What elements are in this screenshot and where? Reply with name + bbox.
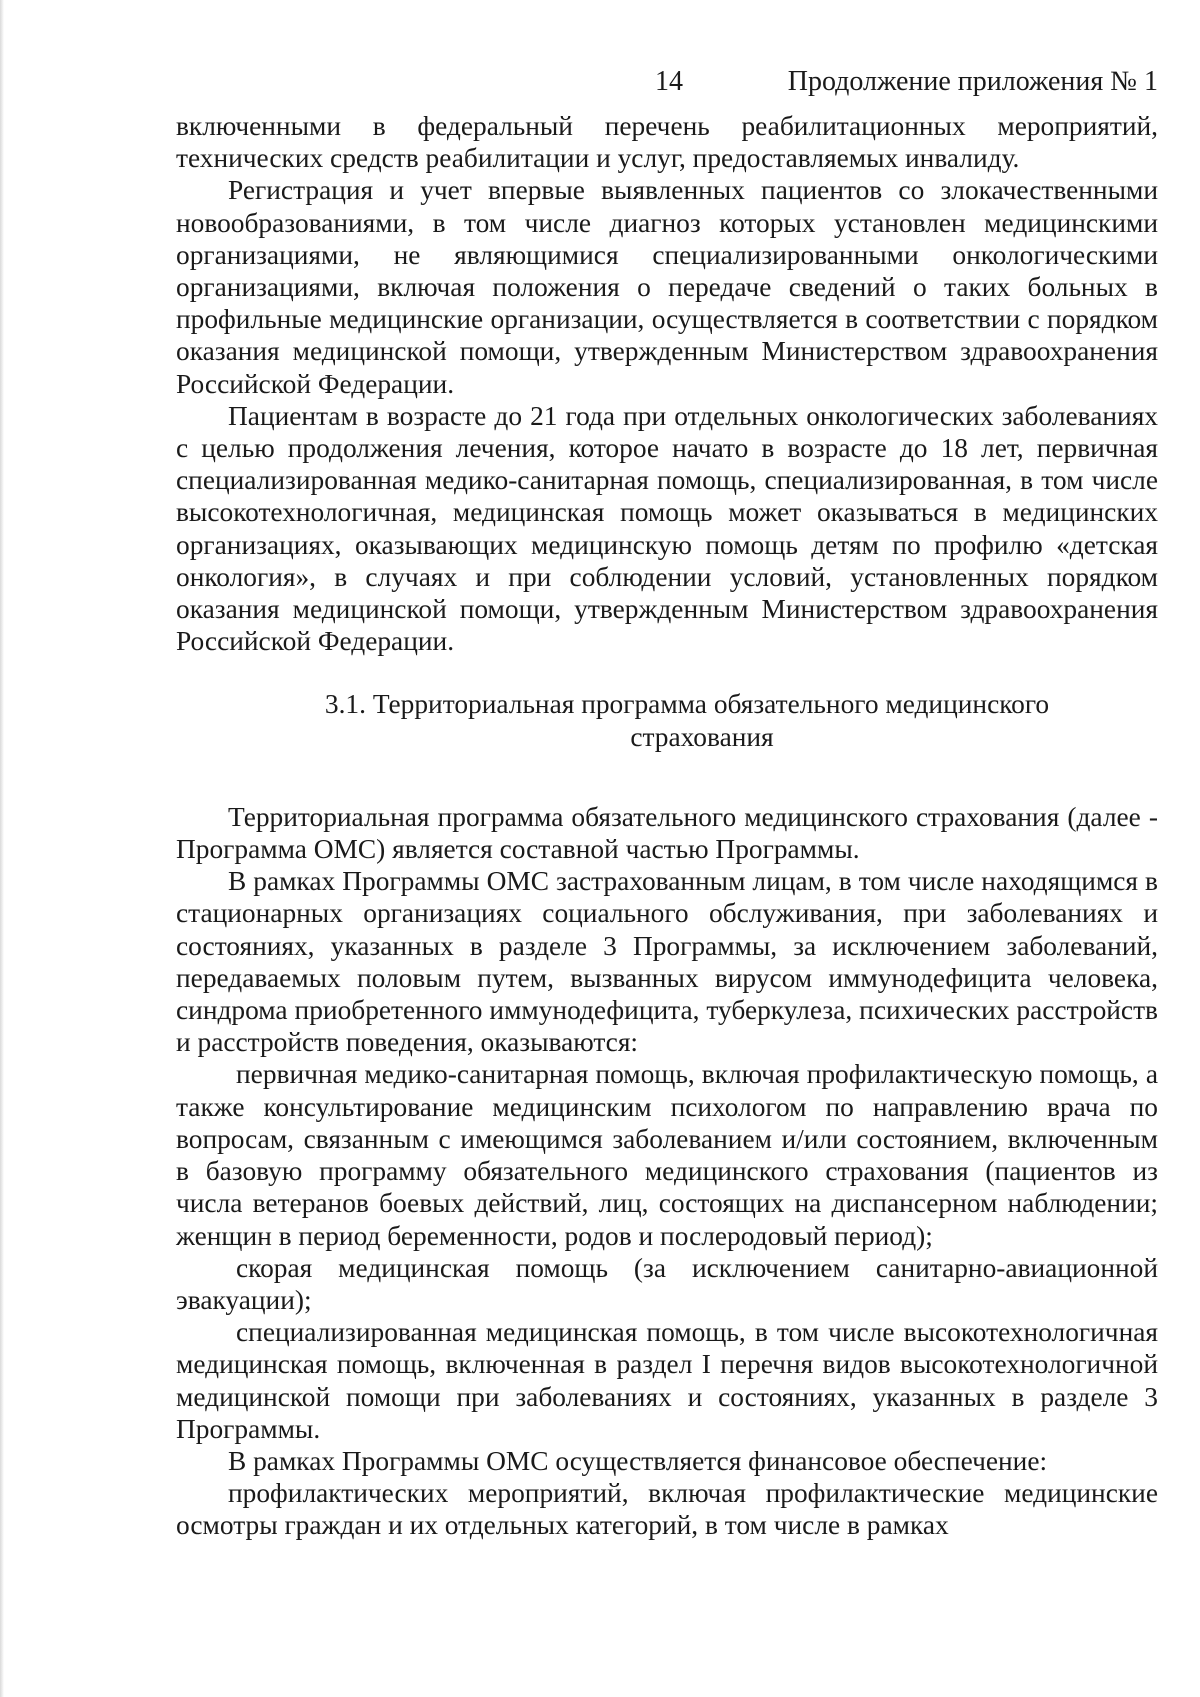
paragraph-primary-care: первичная медико-санитарная помощь, включая профилактическую помощь, а также консультирование медицинским психологом по направлению врача по вопросам, связанным с имеющимся заболеванием и/или состоянием, включенным в базовую программу обязательного медицинского страхования (пациентов из числа ветеранов боевых действий, лиц, состоящих на диспансерном наблюдении; женщин в период беременности, родов и послеродовый период);: [176, 1059, 1158, 1251]
scan-edge-shadow: [0, 0, 4, 1697]
section-heading-line-2: страхования: [630, 721, 774, 752]
section-heading: [176, 688, 1158, 752]
appendix-continuation-label: Продолжение приложения № 1: [787, 66, 1158, 97]
paragraph-preventive-measures: профилактических мероприятий, включая профилактические медицинские осмотры граждан и их отдельных категорий, в том числе в рамках: [176, 1478, 1158, 1541]
paragraph-registration: Регистрация и учет впервые выявленных пациентов со злокачественными новообразованиями, в том числе диагноз которых установлен медицинскими организациями, не являющимися специализированными онкологическими организациями, включая положения о передаче сведений о таких больных в профильные медицинские организации, осуществляется в соответствии с порядком оказания медицинской помощи, утвержденным Министерством здравоохранения Российской Федерации.: [176, 175, 1158, 399]
paragraph-specialized-care: специализированная медицинская помощь, в том числе высокотехнологичная медицинская помощь, включенная в раздел I перечня видов высокотехнологичной медицинской помощи при заболеваниях и состояниях, указанных в разделе 3 Программы.: [176, 1317, 1158, 1444]
paragraph-oms-definition: Территориальная программа обязательного медицинского страхования (далее - Программа ОМС) является составной частью Программы.: [176, 801, 1158, 865]
page-number: 14: [655, 66, 683, 97]
paragraph-continued: включенными в федеральный перечень реабилитационных мероприятий, технических средств реабилитации и услуг, предоставляемых инвалиду.: [176, 111, 1158, 174]
paragraph-emergency-care: скорая медицинская помощь (за исключением санитарно-авиационной эвакуации);: [176, 1252, 1158, 1315]
document-body: [176, 110, 1158, 1542]
section-heading-line-1: 3.1. Территориальная программа обязательного медицинского: [324, 689, 1050, 720]
document-page: [176, 62, 1158, 1542]
page-header: [176, 62, 1158, 102]
paragraph-oms-scope: В рамках Программы ОМС застрахованным лицам, в том числе находящимся в стационарных организациях социального обслуживания, при заболеваниях и состояниях, указанных в разделе 3 Программы, за исключением заболеваний, передаваемых половым путем, вызванных вирусом иммунодефицита человека, синдрома приобретенного иммунодефицита, туберкулеза, психических расстройств и расстройств поведения, оказываются:: [176, 866, 1158, 1058]
paragraph-financing: В рамках Программы ОМС осуществляется финансовое обеспечение:: [228, 1445, 1048, 1476]
paragraph-patients-under-21: Пациентам в возрасте до 21 года при отдельных онкологических заболеваниях с целью продолжения лечения, которое начато в возрасте до 18 лет, первичная специализированная медико-санитарная помощь, специализированная, в том числе высокотехнологичная, медицинская помощь может оказываться в медицинских организациях, оказывающих медицинскую помощь детям по профилю «детская онкология», в случаях и при соблюдении условий, установленных порядком оказания медицинской помощи, утвержденным Министерством здравоохранения Российской Федерации.: [176, 400, 1158, 657]
